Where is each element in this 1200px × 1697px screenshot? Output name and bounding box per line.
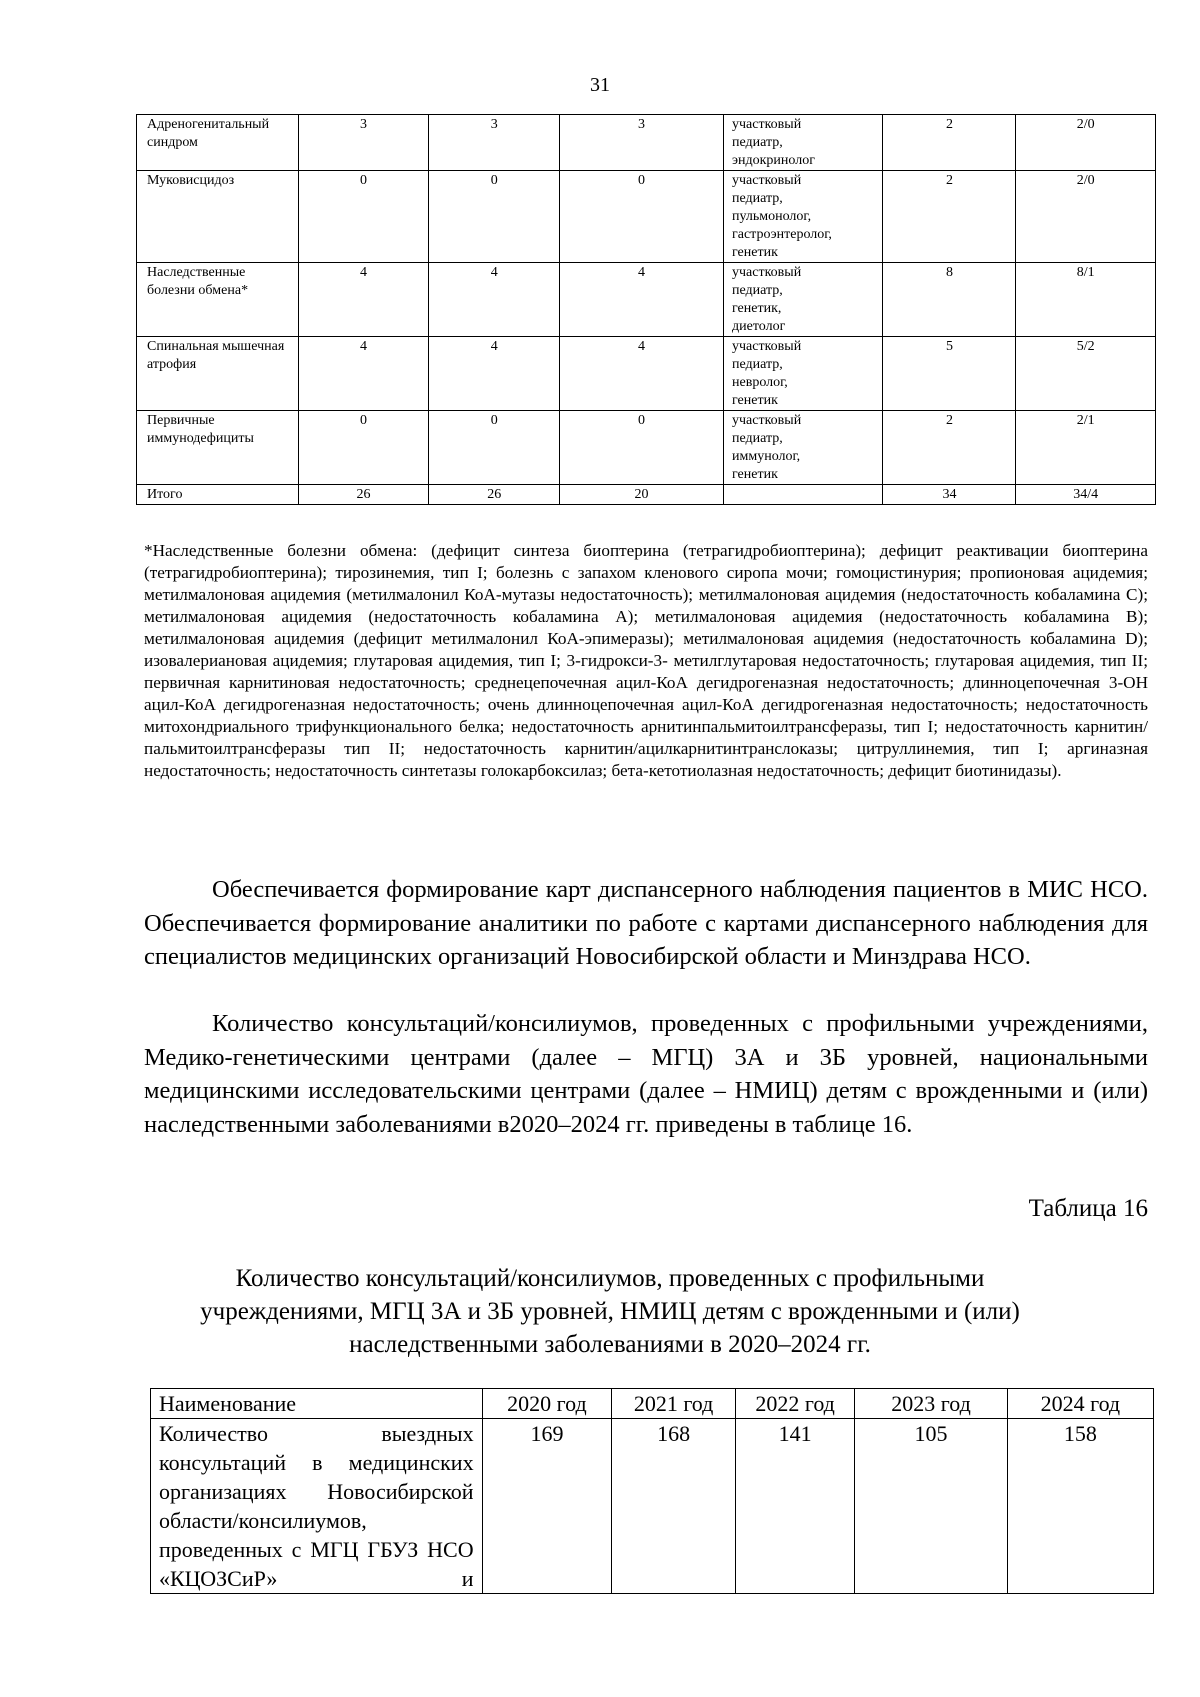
doctors-cell: участковый педиатр, генетик, диетолог bbox=[724, 263, 883, 337]
cell-value: 26 bbox=[429, 485, 560, 505]
body-paragraph: Обеспечивается формирование карт диспансерного наблюдения пациентов в МИС НСО. Обеспечивается формирование аналитики по работе с картами диспансерного наблюдения для специалистов медицинских организаций Новосибирской области и Минздрава НСО. bbox=[144, 876, 1148, 970]
table-row bbox=[137, 171, 1156, 263]
cell-value: 3 bbox=[298, 115, 429, 171]
cell-value: 3 bbox=[429, 115, 560, 171]
cell-value: 34/4 bbox=[1016, 485, 1156, 505]
page-number: 31 bbox=[590, 74, 610, 96]
column-header: 2021 год bbox=[612, 1389, 736, 1419]
cell-value: 2/0 bbox=[1016, 115, 1156, 171]
cell-value: 0 bbox=[298, 411, 429, 485]
footnote: *Наследственные болезни обмена: (дефицит синтеза биоптерина (тетрагидробиоптерина); дефицит реактивации биоптерина (тетрагидробиоптерина); тирозинемия, тип I; болезнь с запахом кленового сиропа мочи; гомоцистинурия; пропионовая ацидемия; метилмалоновая ацидемия (метилмалонил КоА-мутазы недостаточность); метилмалоновая ацидемия (недостаточность кобаламина С); метилмалоновая ацидемия (недостаточность кобаламина А); метилмалоновая ацидемия (недостаточность кобаламина В); метилмалоновая ацидемия (дефицит метилмалонил КоА-эпимеразы); метилмалоновая ацидемия (недостаточность кобаламина D); изовалериановая ацидемия; глутаровая ацидемия, тип I; 3-гидрокси-3- метилглутаровая недостаточность; глутаровая ацидемия, тип II; первичная карнитиновая недостаточность; среднецепочечная ацил-КоА дегидрогеназная недостаточность; длинноцепочечная 3-ОН ацил-КоА дегидрогеназная недостаточность; очень длинноцепочечная ацил-КоА дегидрогеназная недостаточность; недостаточность митохондриального трифункционального белка; недостаточность арнитинпальмитоилтрансферазы, тип I; недостаточность карнитин/ пальмитоилтрансферазы тип II; недостаточность карнитин/ацилкарнитинтранслоказы; цитруллинемия, тип I; аргиназная недостаточность; недостаточность синтетазы голокарбоксилаз; бета-кетотиолазная недостаточность; дефицит биотинидазы). bbox=[144, 541, 1148, 780]
doctors-cell: участковый педиатр, невролог, генетик bbox=[724, 337, 883, 411]
disease-name: Наследственные болезни обмена* bbox=[137, 263, 299, 337]
column-header: 2022 год bbox=[735, 1389, 854, 1419]
column-header: Наименование bbox=[151, 1389, 483, 1419]
cell-value: 2 bbox=[883, 171, 1016, 263]
cell-value: 8/1 bbox=[1016, 263, 1156, 337]
table-header-row bbox=[151, 1389, 1154, 1419]
total-label: Итого bbox=[137, 485, 299, 505]
doctors-cell bbox=[724, 485, 883, 505]
doctors-cell: участковый педиатр, эндокринолог bbox=[724, 115, 883, 171]
cell-value: 0 bbox=[560, 411, 724, 485]
table-row bbox=[137, 115, 1156, 171]
cell-value: 158 bbox=[1007, 1419, 1153, 1594]
table-row bbox=[137, 263, 1156, 337]
disease-table bbox=[136, 114, 1156, 505]
total-row bbox=[137, 485, 1156, 505]
row-name: Количество выездных консультаций в медицинских организациях Новосибирской области/консилиумов, проведенных с МГЦ ГБУЗ НСО «КЦОЗСиР» и bbox=[151, 1419, 483, 1594]
cell-value: 5 bbox=[883, 337, 1016, 411]
cell-value: 20 bbox=[560, 485, 724, 505]
cell-value: 5/2 bbox=[1016, 337, 1156, 411]
cell-value: 8 bbox=[883, 263, 1016, 337]
cell-value: 105 bbox=[855, 1419, 1007, 1594]
cell-value: 169 bbox=[482, 1419, 612, 1594]
cell-value: 168 bbox=[612, 1419, 736, 1594]
doctors-cell: участковый педиатр, иммунолог, генетик bbox=[724, 411, 883, 485]
cell-value: 4 bbox=[298, 337, 429, 411]
disease-name: Спинальная мышечная атрофия bbox=[137, 337, 299, 411]
cell-value: 4 bbox=[560, 337, 724, 411]
doctors-cell: участковый педиатр, пульмонолог, гастроэнтеролог, генетик bbox=[724, 171, 883, 263]
cell-value: 0 bbox=[429, 411, 560, 485]
column-header: 2023 год bbox=[855, 1389, 1007, 1419]
cell-value: 4 bbox=[298, 263, 429, 337]
cell-value: 2 bbox=[883, 411, 1016, 485]
cell-value: 34 bbox=[883, 485, 1016, 505]
column-header: 2020 год bbox=[482, 1389, 612, 1419]
cell-value: 0 bbox=[429, 171, 560, 263]
body-paragraph: Количество консультаций/консилиумов, проведенных с профильными учреждениями, Медико-генетическими центрами (далее – МГЦ) 3А и 3Б уровней, национальными медицинскими исследовательскими центрами (далее – НМИЦ) детям с врожденными и (или) наследственными заболеваниями в2020–2024 гг. приведены в таблице 16. bbox=[144, 1010, 1148, 1138]
cell-value: 4 bbox=[429, 337, 560, 411]
table-label: Таблица 16 bbox=[1028, 1195, 1148, 1222]
cell-value: 26 bbox=[298, 485, 429, 505]
cell-value: 141 bbox=[735, 1419, 854, 1594]
cell-value: 4 bbox=[560, 263, 724, 337]
disease-name: Первичные иммунодефициты bbox=[137, 411, 299, 485]
disease-name: Муковисцидоз bbox=[137, 171, 299, 263]
column-header: 2024 год bbox=[1007, 1389, 1153, 1419]
cell-value: 2 bbox=[883, 115, 1016, 171]
cell-value: 2/0 bbox=[1016, 171, 1156, 263]
table-title: Количество консультаций/консилиумов, проведенных с профильными учреждениями, МГЦ 3А и 3Б уровней, НМИЦ детям с врожденными и (или) наследственными заболеваниями в 2020–2024 гг. bbox=[200, 1265, 1020, 1358]
disease-name: Адреногенитальный синдром bbox=[137, 115, 299, 171]
cell-value: 4 bbox=[429, 263, 560, 337]
cell-value: 2/1 bbox=[1016, 411, 1156, 485]
consultations-table bbox=[150, 1388, 1154, 1594]
table-row bbox=[137, 337, 1156, 411]
cell-value: 0 bbox=[560, 171, 724, 263]
table-row bbox=[151, 1419, 1154, 1594]
cell-value: 0 bbox=[298, 171, 429, 263]
cell-value: 3 bbox=[560, 115, 724, 171]
table-row bbox=[137, 411, 1156, 485]
